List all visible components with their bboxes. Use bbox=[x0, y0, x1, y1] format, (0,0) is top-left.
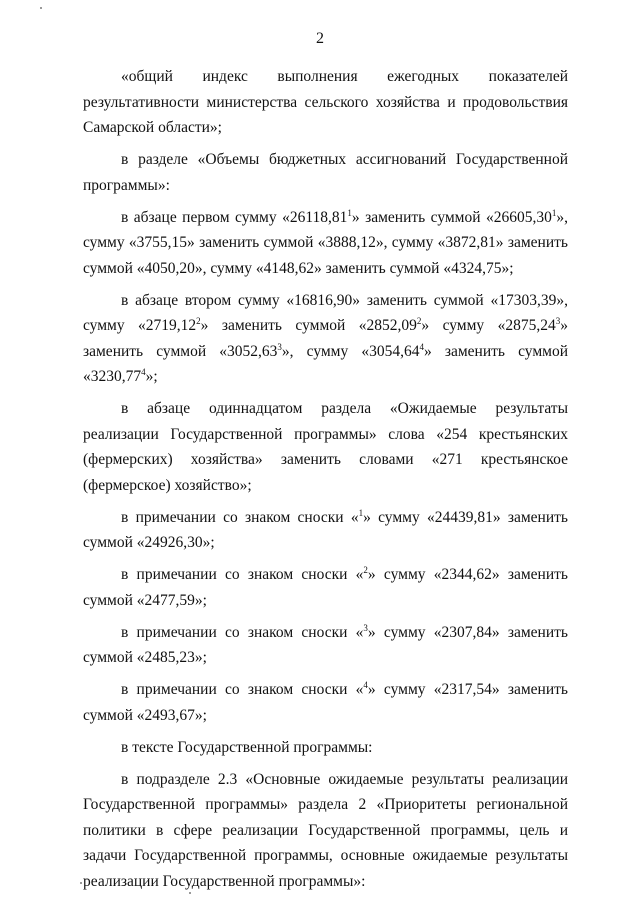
footnote-mark: 4 bbox=[419, 341, 424, 352]
text-run: » заменить суммой «3230,77 bbox=[83, 342, 568, 385]
text-run: в абзаце втором сумму «16816,90» заменить суммой «17303,39», сумму «2719,12 bbox=[83, 291, 568, 334]
text-run: » сумму «2317,54» заменить суммой «2493,67»; bbox=[83, 681, 568, 724]
paragraph bbox=[83, 64, 568, 141]
footnote-mark: 2 bbox=[363, 565, 368, 575]
paragraph bbox=[83, 562, 568, 613]
footnote-mark: 2 bbox=[196, 316, 201, 326]
paragraph bbox=[83, 396, 568, 498]
text-run: » сумму «24439,81» заменить суммой «24926,30»; bbox=[83, 508, 568, 551]
paragraph bbox=[83, 735, 568, 761]
paragraph bbox=[83, 505, 568, 556]
footnote-mark: 3 bbox=[363, 622, 368, 633]
page-number: 2 bbox=[316, 30, 324, 47]
text-run: в абзаце первом сумму «26118,81 bbox=[121, 208, 348, 226]
paragraph bbox=[83, 620, 568, 671]
text-run: » заменить суммой «26605,30 bbox=[351, 208, 552, 226]
footnote-mark: 3 bbox=[277, 341, 282, 352]
footnote-mark: 4 bbox=[141, 367, 146, 377]
text-run: в примечании со знаком сноски « bbox=[121, 566, 364, 583]
text-run: », сумму «3755,15» заменить суммой «3888,12», сумму «3872,81» заменить суммой «4050,20», сумму «4148,62» заменить суммой «4324,75»; bbox=[83, 208, 568, 277]
paragraph bbox=[83, 147, 568, 198]
text-run: »; bbox=[145, 368, 158, 385]
paragraph bbox=[83, 767, 568, 895]
text-run: » заменить суммой «2852,09 bbox=[200, 317, 417, 334]
scan-speck bbox=[40, 7, 42, 9]
footnote-mark: 2 bbox=[416, 316, 422, 326]
footnote-mark: 1 bbox=[358, 507, 364, 518]
text-run: в тексте Государственной программы: bbox=[121, 738, 373, 756]
paragraph bbox=[83, 677, 568, 728]
footnote-mark: 1 bbox=[551, 207, 557, 218]
text-run: », сумму «3054,64 bbox=[281, 342, 420, 360]
scan-speck bbox=[80, 882, 82, 884]
footnote-mark: 1 bbox=[347, 207, 352, 218]
text-run: » сумму «2307,84» заменить суммой «2485,23»; bbox=[83, 623, 568, 666]
text-run: в разделе «Объемы бюджетных ассигнований Государственной программы»: bbox=[83, 151, 568, 194]
text-run: в примечании со знаком сноски « bbox=[121, 681, 364, 698]
text-run: в подразделе 2.3 «Основные ожидаемые результаты реализации Государственной программы» раздела 2 «Приоритеты региональной политики в сфере реализации Государственной программы, цель и задачи Государственной программы, основные ожидаемые результаты реализации Государственной программы»: bbox=[83, 770, 568, 890]
text-run: в абзаце одиннадцатом раздела «Ожидаемые результаты реализации Государственной программы» слова «254 крестьянских (фермерских) хозяйства» заменить словами «271 крестьянское (фермерское) хозяйство»; bbox=[83, 400, 568, 494]
text-run: в примечании со знаком сноски « bbox=[121, 623, 364, 641]
document-body bbox=[83, 64, 568, 901]
text-run: «общий индекс выполнения ежегодных показателей результативности министерства сельского хозяйства и продовольствия Самарской области»; bbox=[83, 68, 568, 136]
text-run: » заменить суммой «3052,63 bbox=[83, 317, 568, 360]
paragraph bbox=[83, 288, 568, 390]
footnote-mark: 3 bbox=[555, 316, 561, 326]
footnote-mark: 4 bbox=[363, 680, 368, 690]
text-run: в примечании со знаком сноски « bbox=[121, 508, 359, 526]
paragraph bbox=[83, 205, 568, 282]
text-run: » сумму «2875,24 bbox=[421, 317, 556, 334]
text-run: » сумму «2344,62» заменить суммой «2477,59»; bbox=[83, 566, 568, 609]
